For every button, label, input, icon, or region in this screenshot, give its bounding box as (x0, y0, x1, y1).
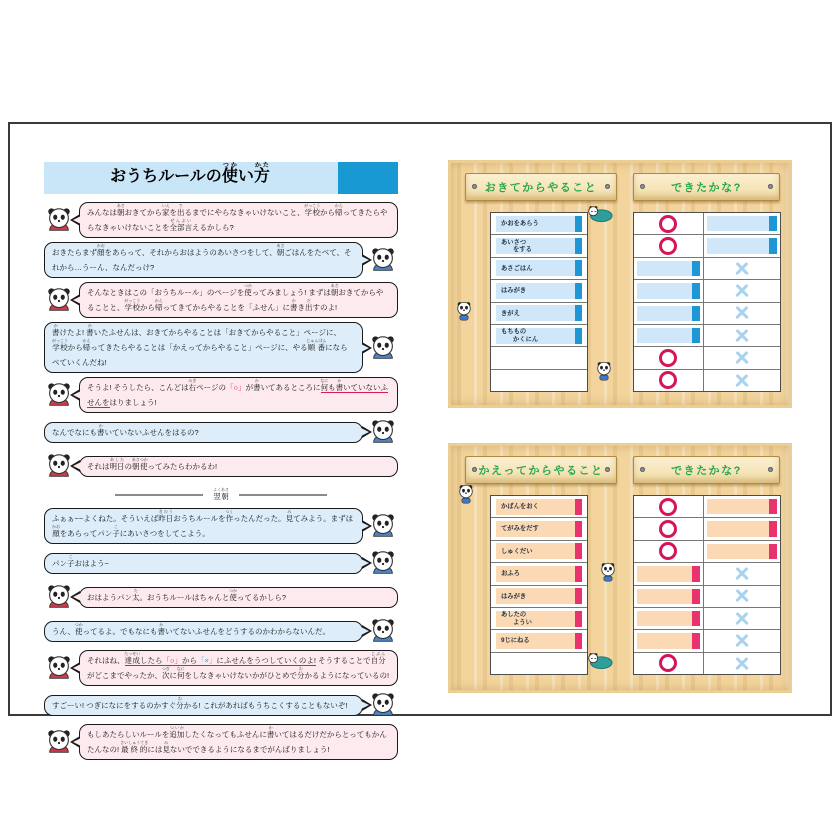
cross-cell (704, 213, 780, 234)
cross-mark (734, 305, 750, 321)
task-table (490, 495, 588, 675)
dialogue-row (44, 724, 398, 760)
task-row (491, 347, 587, 369)
circle-cell (634, 235, 704, 256)
blank-sticky-note (637, 589, 700, 604)
check-row (634, 630, 780, 652)
sticky-note: あしたの ようい (496, 611, 582, 627)
boy-panda-avatar (368, 333, 398, 363)
check-table (633, 495, 781, 675)
circle-cell (634, 653, 704, 674)
cross-mark (734, 350, 750, 366)
sticky-note: はみがき (496, 588, 582, 604)
speech-bubble: そんなときはこの「おうちルール」のページを使つかってみましょう! まずは朝あさおきてからやることと、学校がっこうから帰かえってきてからやることを「ふせん」に書かき出だすのよ! (79, 282, 398, 318)
sticky-note: きがえ (496, 305, 582, 321)
circle-cell (634, 258, 704, 279)
blank-sticky-note (637, 611, 700, 626)
check-row (634, 325, 780, 347)
task-row (491, 258, 587, 280)
cross-cell (704, 541, 780, 562)
circle-cell (634, 630, 704, 651)
speech-bubble: うん、使つかってるよ。でもなにも書かいてないふせんをどうするのかわからないんだ。 (44, 621, 363, 642)
cross-cell (704, 258, 780, 279)
task-row (491, 303, 587, 325)
cross-cell (704, 370, 780, 391)
circle-cell (634, 370, 704, 391)
check-row (634, 213, 780, 235)
boy-panda-avatar (368, 245, 398, 275)
task-row (491, 325, 587, 347)
cross-cell (704, 563, 780, 584)
check-row (634, 303, 780, 325)
task-row (491, 630, 587, 652)
speech-bubble: パン子こおはよう~ (44, 553, 363, 574)
task-header-plank: おきてからやること (465, 173, 617, 201)
task-row (491, 235, 587, 257)
panda-sticker (598, 561, 618, 588)
task-header-plank: かえってからやること (465, 456, 617, 484)
cross-cell (704, 280, 780, 301)
cross-cell (704, 325, 780, 346)
dialogue-row (44, 451, 398, 481)
task-row (491, 518, 587, 540)
check-row (634, 608, 780, 630)
circle-mark (659, 215, 677, 233)
sleeping-panda-sticker (586, 204, 613, 227)
sticky-note: あさごはん (496, 260, 582, 276)
title-bar (44, 162, 398, 194)
boy-panda-avatar (368, 690, 398, 720)
dialogue-row (44, 582, 398, 612)
speech-bubble: それは明日あしたの朝使あさつかってみたらわかるわ! (79, 456, 398, 477)
check-row (634, 518, 780, 540)
blank-sticky-note (707, 216, 777, 231)
sticky-note: 9じにねる (496, 633, 582, 649)
title-accent-block (338, 162, 398, 194)
check-row (634, 370, 780, 391)
dialogue-row (44, 322, 398, 373)
dialogue-column (44, 162, 398, 760)
boy-panda-avatar (368, 511, 398, 541)
sticky-note: てがみをだす (496, 521, 582, 537)
blank-sticky-note (637, 283, 700, 298)
speech-bubble: 書かけたよ! 書かいたふせんは、おきてからやることは「おきてからやること」ページに、学校がっこうから帰かえってきたらやることは「かえってからやること」ページに、やる順番じゅんばんにならべていくんだね! (44, 322, 363, 373)
task-row (491, 280, 587, 302)
dialogue-row (44, 508, 398, 544)
morning-board (448, 160, 792, 408)
cross-mark (734, 655, 750, 671)
sticky-note: もちもの かくにん (496, 328, 582, 344)
sticky-note: しゅくだい (496, 543, 582, 559)
circle-mark (659, 520, 677, 538)
cross-cell (704, 347, 780, 368)
check-row (634, 258, 780, 280)
check-row (634, 347, 780, 369)
page-title: おうちルールの使つかい方かた (110, 163, 270, 185)
blank-sticky-note (637, 306, 700, 321)
blank-sticky-note (707, 521, 777, 536)
blank-sticky-note (707, 499, 777, 514)
task-row (491, 496, 587, 518)
check-row (634, 496, 780, 518)
cross-cell (704, 630, 780, 651)
cross-cell (704, 518, 780, 539)
task-table (490, 212, 588, 392)
sleeping-panda-sticker (586, 651, 613, 674)
task-row (491, 213, 587, 235)
speech-bubble: おきたらまず顔かおをあらって、それからおはようのあいさつをして、朝あさごはんをたべて、それから…うーん、なんだっけ? (44, 242, 363, 278)
circle-cell (634, 518, 704, 539)
check-row (634, 586, 780, 608)
blank-sticky-note (637, 566, 700, 581)
afternoon-board (448, 443, 792, 693)
sticky-note: あいさつ をする (496, 238, 582, 254)
speech-bubble: すごーい! つぎになにをするのかすぐ分わかる! これがあればもうちこくすることもないぞ! (44, 695, 363, 716)
sticky-note: おふろ (496, 566, 582, 582)
blank-sticky-note (637, 261, 700, 276)
circle-cell (634, 608, 704, 629)
circle-cell (634, 213, 704, 234)
task-row (491, 608, 587, 630)
cross-mark (734, 633, 750, 649)
check-row (634, 280, 780, 302)
speech-bubble: ふぁぁ~~よくねた。そういえば昨日きのうおうちルールを作つくったんだった。見みてみよう。まずは顔かおをあらってパン子こにあいさつをしてこよう。 (44, 508, 363, 544)
circle-mark (659, 349, 677, 367)
sticky-note: かおをあらう (496, 216, 582, 232)
cross-mark (734, 283, 750, 299)
task-row (491, 541, 587, 563)
dialogue-row (44, 242, 398, 278)
dialogue-row (44, 282, 398, 318)
dialogue-row (44, 417, 398, 447)
cross-cell (704, 653, 780, 674)
circle-cell (634, 347, 704, 368)
dialogue-row (44, 650, 398, 686)
sticky-note: かばんをおく (496, 499, 582, 515)
task-row (491, 653, 587, 674)
scene-divider: 翌朝よくあさ (44, 487, 398, 502)
circle-mark (659, 654, 677, 672)
speech-bubble: みんなは朝あさおきてから家いえを出でるまでにやらなきゃいけないこと、学校がっこうから帰かえってきたらやらなきゃいけないことを全部言ぜんぶいえるかしら? (79, 202, 398, 238)
sticky-note: はみがき (496, 283, 582, 299)
panda-sticker (456, 483, 476, 510)
task-row (491, 563, 587, 585)
circle-cell (634, 303, 704, 324)
circle-mark (659, 498, 677, 516)
dialogue-row (44, 690, 398, 720)
check-header-plank: できたかな? (633, 456, 780, 484)
cross-cell (704, 303, 780, 324)
cross-cell (704, 586, 780, 607)
speech-bubble: そうよ! そうしたら、こんどは右みぎページの「○」が書かいてあるところに何なにも書かいていないふせんをはりましょう! (79, 377, 398, 413)
circle-cell (634, 280, 704, 301)
speech-bubble: おはようパン太た。おうちルールはちゃんと使つかってるかしら? (79, 587, 398, 608)
blank-sticky-note (707, 238, 777, 253)
boy-panda-avatar (368, 548, 398, 578)
cross-mark (734, 372, 750, 388)
cross-cell (704, 235, 780, 256)
check-table (633, 212, 781, 392)
circle-cell (634, 541, 704, 562)
task-row (491, 370, 587, 391)
panda-sticker (594, 360, 614, 387)
boy-panda-avatar (368, 417, 398, 447)
blank-sticky-note (707, 544, 777, 559)
panda-sticker (454, 300, 474, 327)
speech-bubble: なんでなにも書かいていないふせんをはるの? (44, 422, 363, 443)
circle-mark (659, 237, 677, 255)
cross-cell (704, 496, 780, 517)
cross-mark (734, 611, 750, 627)
speech-bubble: それはね、達成たっせいしたら「○」から「×」にふせんをうつしていくのよ! そうすることで自分じぶんがどこまでやったか、次つぎに何なにをしなきゃいけないかがひとめで分わかるようになっているの! (79, 650, 398, 686)
check-row (634, 563, 780, 585)
check-row (634, 541, 780, 563)
dialogue-row (44, 548, 398, 578)
task-row (491, 586, 587, 608)
dialogue (44, 202, 398, 760)
check-row (634, 235, 780, 257)
circle-cell (634, 496, 704, 517)
dialogue-row (44, 202, 398, 238)
check-header-plank: できたかな? (633, 173, 780, 201)
circle-mark (659, 371, 677, 389)
circle-cell (634, 586, 704, 607)
cross-mark (734, 260, 750, 276)
speech-bubble: もしあたらしいルールを追加ついかしたくなってもふせんに書かいてはるだけだからとってもかんたんなの! 最終的さいしゅうてきには見みないでできるようになるまでがんばりましょう! (79, 724, 398, 760)
cross-mark (734, 588, 750, 604)
cross-mark (734, 566, 750, 582)
circle-mark (659, 542, 677, 560)
cross-cell (704, 608, 780, 629)
blank-sticky-note (637, 328, 700, 343)
dialogue-row (44, 616, 398, 646)
check-row (634, 653, 780, 674)
blank-sticky-note (637, 633, 700, 648)
circle-cell (634, 325, 704, 346)
boy-panda-avatar (368, 616, 398, 646)
dialogue-row (44, 377, 398, 413)
circle-cell (634, 563, 704, 584)
cross-mark (734, 328, 750, 344)
